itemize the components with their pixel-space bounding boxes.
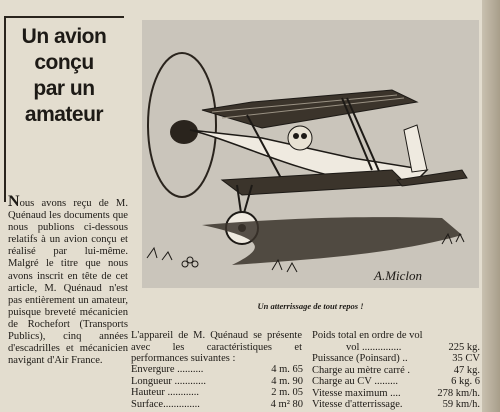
article-headline <box>8 24 120 128</box>
page-edge <box>482 0 500 412</box>
pilot-head <box>288 126 312 150</box>
drop-cap: N <box>8 193 20 210</box>
spec-header: Poids total en ordre de vol <box>312 330 423 341</box>
intro-paragraph <box>8 193 128 367</box>
artist-signature: A.Miclon <box>374 268 423 283</box>
body-paragraph: L'appareil de M. Quénaud se présente avec les caractéristiques et performances suivantes : <box>131 330 302 364</box>
headline-line: Un avion <box>21 25 107 48</box>
headline-line: par un <box>33 77 95 100</box>
tail-fin <box>404 125 427 172</box>
biplane-drawing <box>142 20 479 288</box>
intro-text: ous avons reçu de M. Quénaud les documents que nous publions ci-dessous relatifs à un avion conçu et réalisé par lui-même. Malgré le titre que nous avons inscrit en tête de cet article, M. Quénaud n'est pas entièrement un amateur, puisque breveté mécanicien de Rochefort (Transports Publics), cinq années d'escadrilles et mécanicien navigant d'Air France. <box>8 198 128 367</box>
spec-row: Longueur ............ 4 m. 90 <box>131 375 303 387</box>
spec-row: Vitesse maximum .... 278 km/h. <box>312 387 480 399</box>
specs-right-list <box>312 330 480 411</box>
spec-row: Charge au CV ......... 6 kg. 6 <box>312 376 480 387</box>
airplane-illustration <box>142 20 479 288</box>
headline-line: amateur <box>24 103 104 126</box>
spec-row: Charge au mètre carré . 47 kg. <box>312 364 480 376</box>
spec-row: Envergure .......... 4 m. 65 <box>131 364 303 375</box>
spec-row: Surface.............. 4 m² 80 <box>131 398 303 410</box>
spec-row: Hauteur ............ 2 m. 05 <box>131 387 303 398</box>
spec-row: Puissance (Poinsard) .. 35 CV <box>312 353 480 364</box>
spec-row: vol ............... 225 kg. <box>346 341 480 353</box>
specs-left-list <box>131 364 303 410</box>
propeller-hub <box>170 120 198 144</box>
headline-line: conçu <box>34 51 94 74</box>
spec-row: Vitesse d'atterrissage. 59 km/h. <box>312 399 480 410</box>
illustration-caption: Un atterrissage de tout repos ! <box>257 301 364 311</box>
